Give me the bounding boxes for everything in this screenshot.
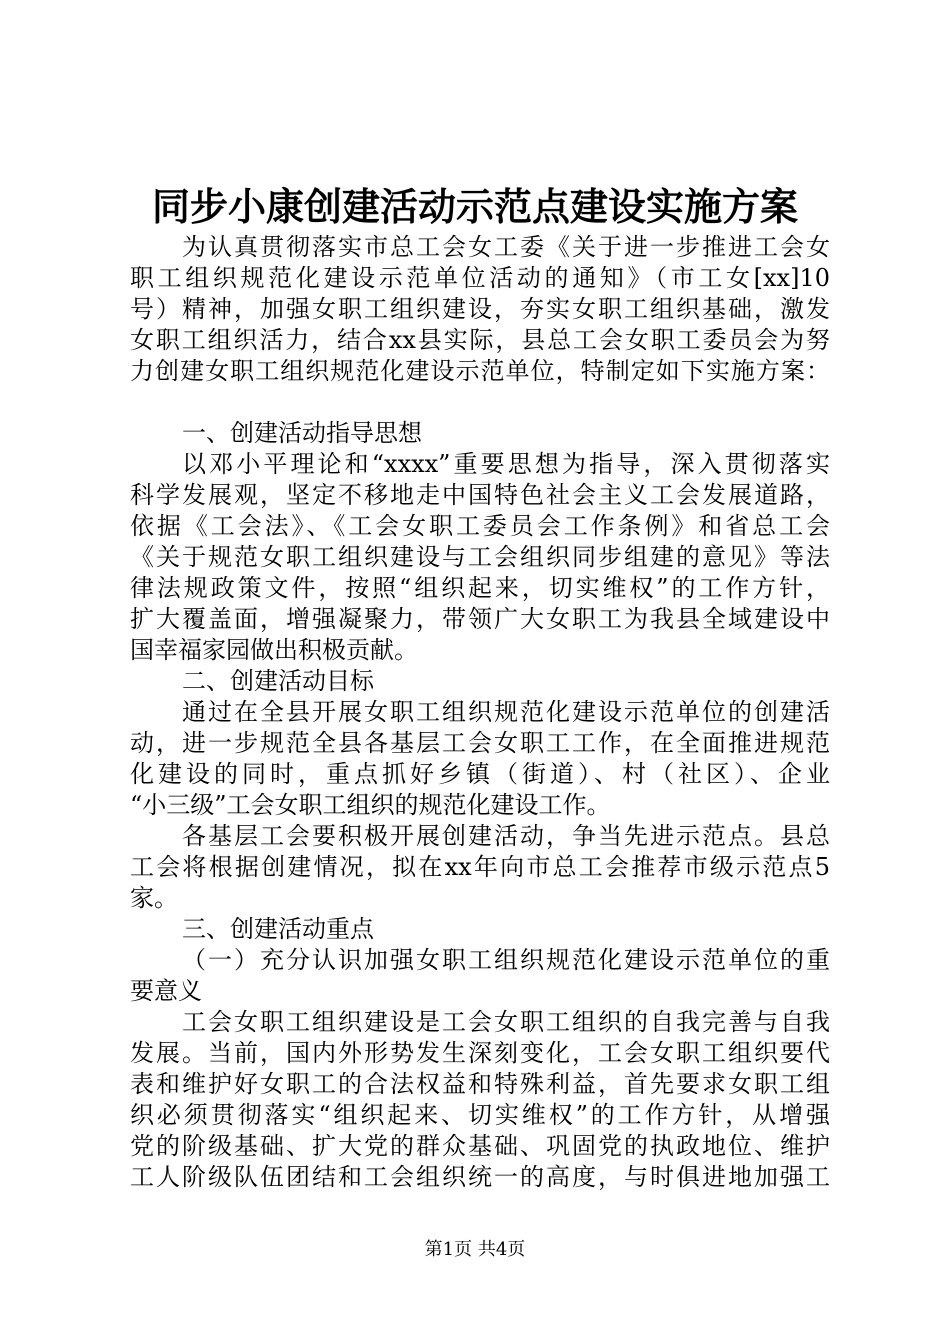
body-line: 国幸福家园做出积极贡献。 bbox=[130, 636, 418, 664]
subsection-heading: （一）充分认识加强女职工组织规范化建设示范单位的重 bbox=[182, 946, 830, 974]
section-heading: 二、创建活动目标 bbox=[182, 667, 374, 695]
document-body bbox=[130, 232, 830, 1193]
body-line: 工会将根据创建情况，拟在xx年向市总工会推荐市级示范点5 bbox=[130, 853, 830, 881]
page-footer: 第1页 共4页 bbox=[424, 1239, 526, 1260]
body-line: 各基层工会要积极开展创建活动，争当先进示范点。县总 bbox=[182, 822, 830, 850]
body-line: 工人阶级队伍团结和工会组织统一的高度，与时俱进地加强工 bbox=[130, 1163, 830, 1191]
body-line: 以邓小平理论和“xxxx”重要思想为指导，深入贯彻落实 bbox=[182, 450, 830, 478]
paragraph-gap bbox=[130, 387, 830, 418]
body-line: 律法规政策文件，按照“组织起来，切实维权”的工作方针， bbox=[130, 574, 830, 602]
body-line: “小三级”工会女职工组织的规范化建设工作。 bbox=[130, 791, 611, 819]
body-line: 职工组织规范化建设示范单位活动的通知》（市工女[xx]10 bbox=[130, 264, 830, 292]
body-line: 为认真贯彻落实市总工会女工委《关于进一步推进工会女 bbox=[182, 233, 830, 261]
body-line: 通过在全县开展女职工组织规范化建设示范单位的创建活 bbox=[182, 698, 830, 726]
body-line: 号）精神，加强女职工组织建设，夯实女职工组织基础，激发 bbox=[130, 295, 830, 323]
body-line: 动，进一步规范全县各基层工会女职工工作，在全面推进规范 bbox=[130, 729, 830, 757]
body-line: 科学发展观，坚定不移地走中国特色社会主义工会发展道路， bbox=[130, 481, 830, 509]
body-line: 女职工组织活力，结合xx县实际，县总工会女职工委员会为努 bbox=[130, 326, 830, 354]
subsection-heading: 要意义 bbox=[130, 977, 202, 1005]
body-line: 扩大覆盖面，增强凝聚力，带领广大女职工为我县全域建设中 bbox=[130, 605, 830, 633]
body-line: 《关于规范女职工组织建设与工会组织同步组建的意见》等法 bbox=[130, 543, 830, 571]
body-line: 表和维护好女职工的合法权益和特殊利益，首先要求女职工组 bbox=[130, 1070, 830, 1098]
body-line: 发展。当前，国内外形势发生深刻变化，工会女职工组织要代 bbox=[130, 1039, 830, 1067]
section-heading: 一、创建活动指导思想 bbox=[182, 419, 422, 447]
document-title: 同步小康创建活动示范点建设实施方案 bbox=[151, 184, 798, 229]
body-line: 家。 bbox=[130, 884, 178, 912]
body-line: 工会女职工组织建设是工会女职工组织的自我完善与自我 bbox=[182, 1008, 830, 1036]
body-line: 化建设的同时，重点抓好乡镇（街道）、村（社区）、企业 bbox=[130, 760, 830, 788]
body-line: 依据《工会法》、《工会女职工委员会工作条例》和省总工会 bbox=[130, 512, 830, 540]
section-heading: 三、创建活动重点 bbox=[182, 915, 374, 943]
body-line: 力创建女职工组织规范化建设示范单位，特制定如下实施方案： bbox=[130, 357, 830, 385]
body-line: 织必须贯彻落实“组织起来、切实维权”的工作方针，从增强 bbox=[130, 1101, 830, 1129]
body-line: 党的阶级基础、扩大党的群众基础、巩固党的执政地位、维护 bbox=[130, 1132, 830, 1160]
